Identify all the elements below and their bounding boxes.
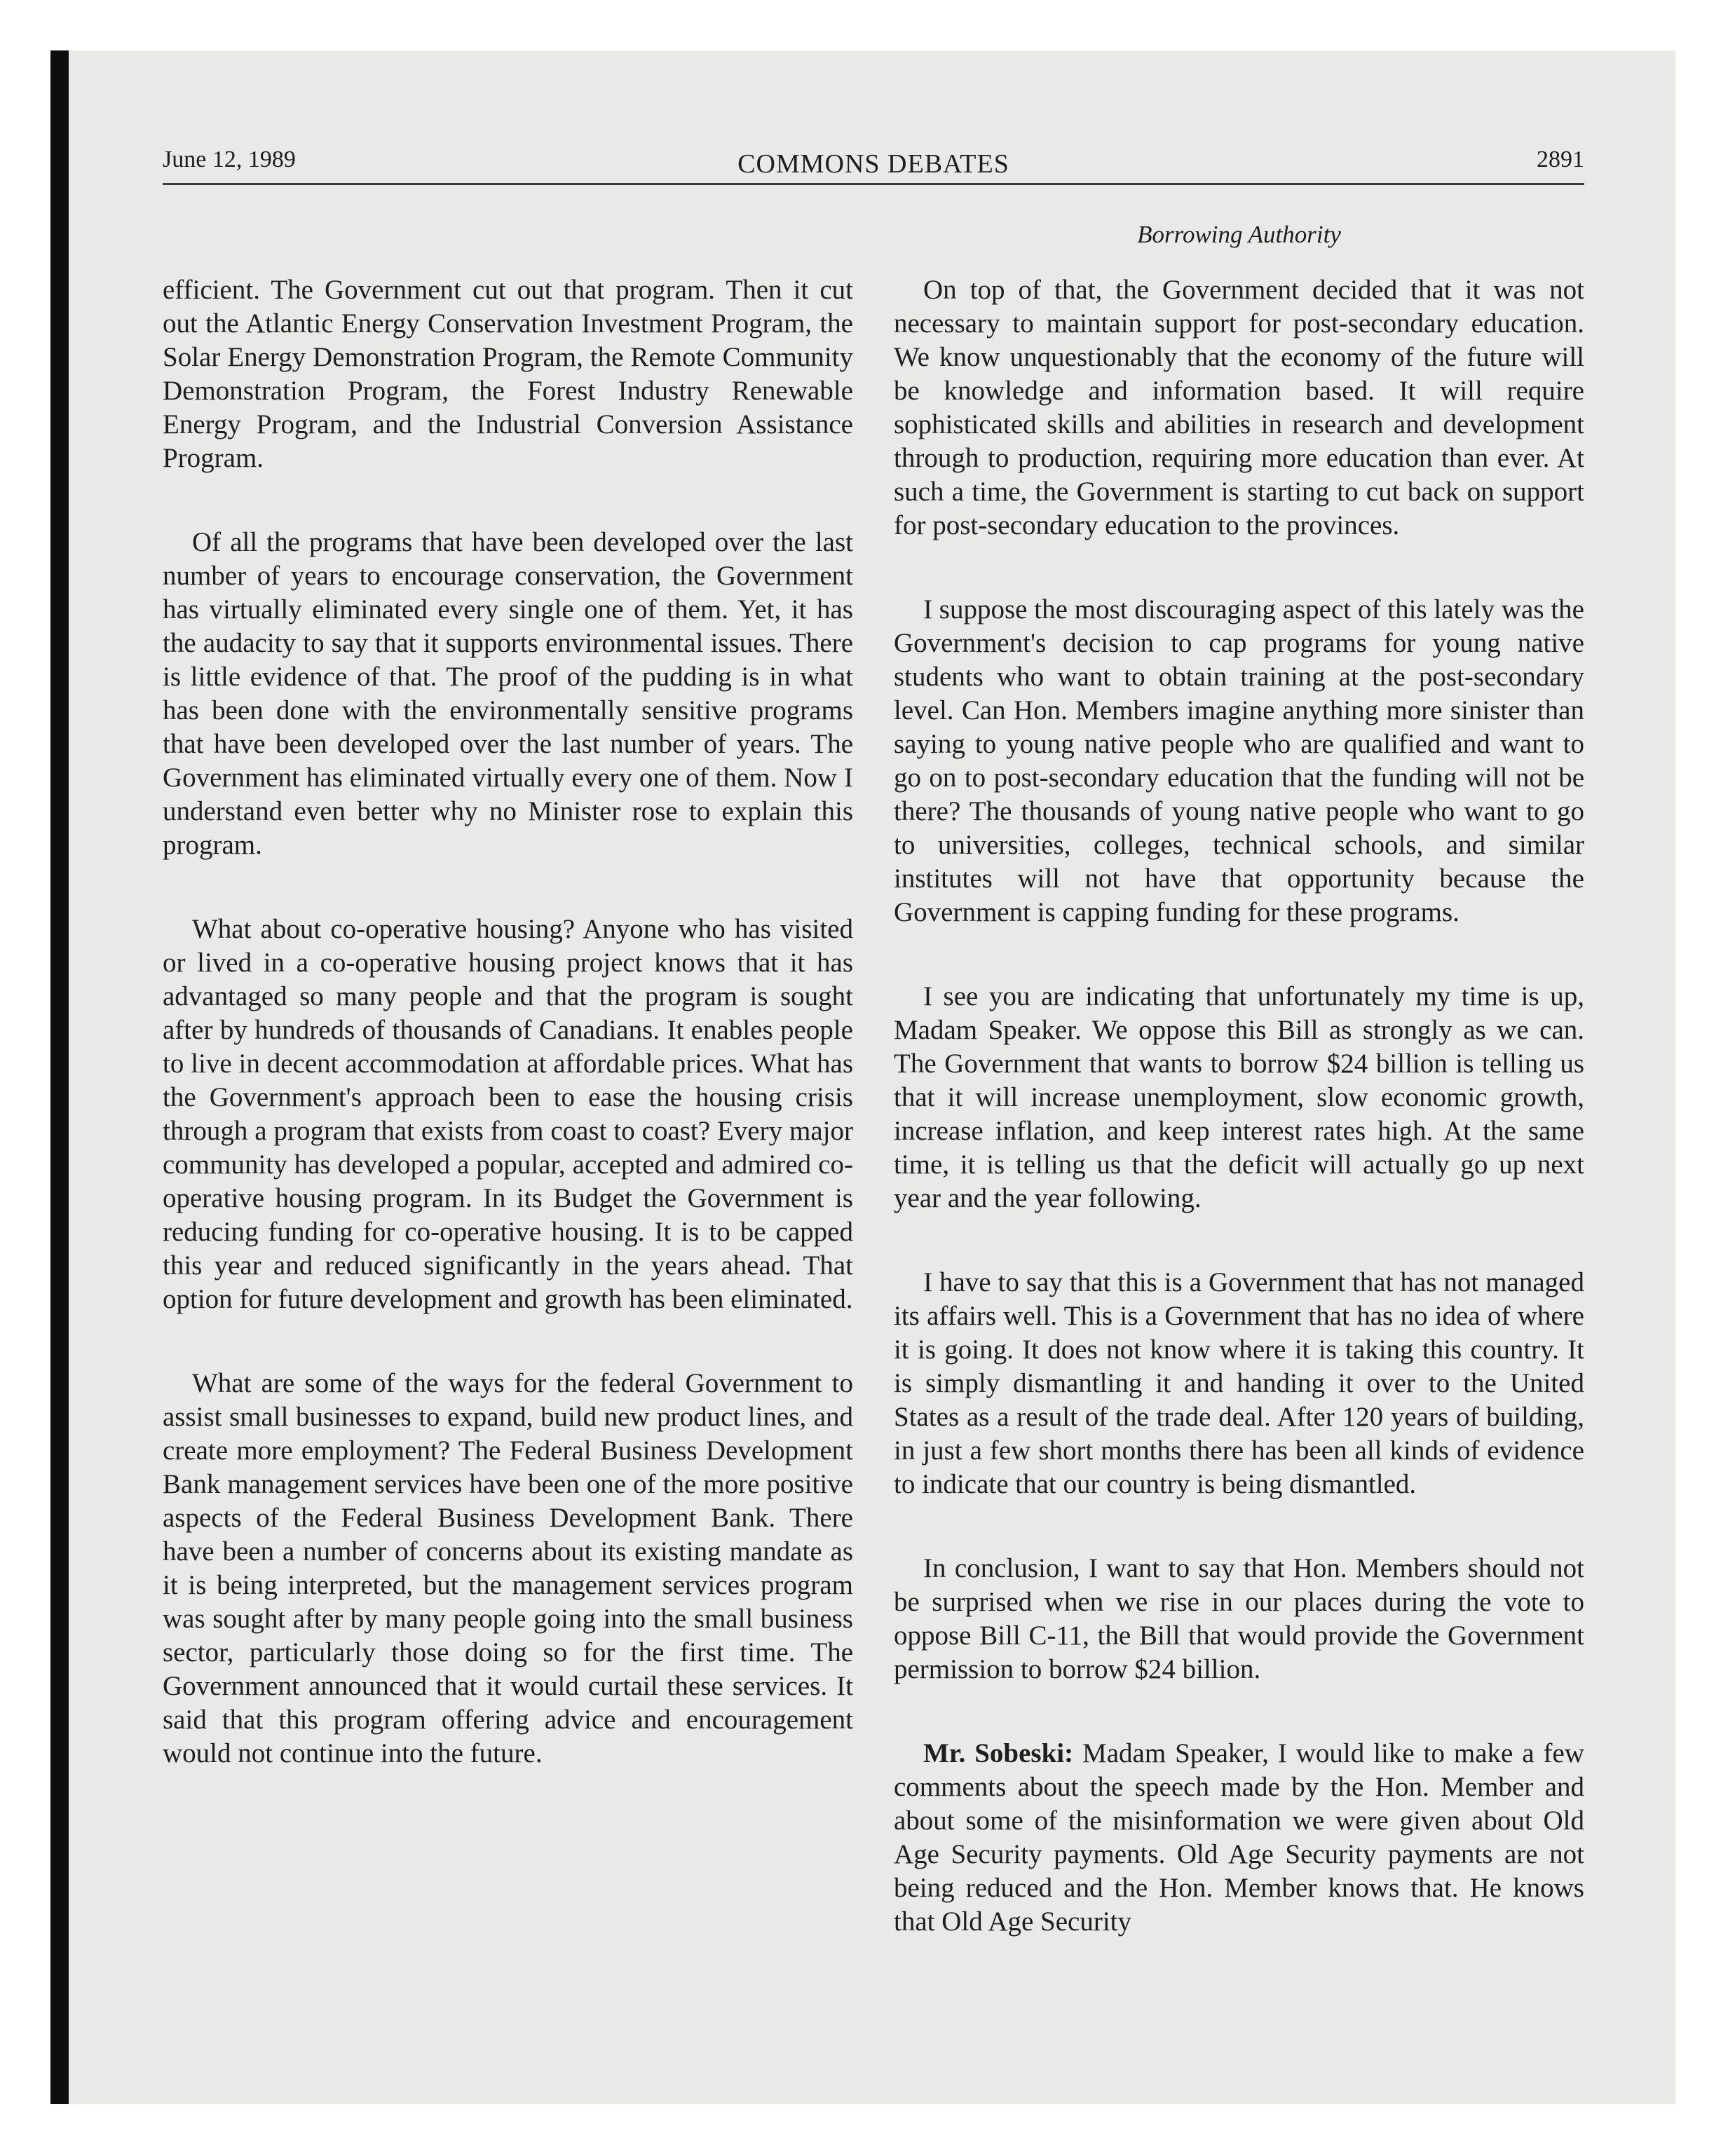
paragraph: Of all the programs that have been developed over the last number of years to encourage conservation, the Government has virtually eliminated every single one of them. Yet, it has the audacity to say that it supports environmental issues. There is little evidence of that. The proof of the pudding is in what has been done with the environmentally sensitive programs that have been developed over the last number of years. The Government has eliminated virtually every one of them. Now I understand even better why no Minister rose to explain this program. xyxy=(163,527,853,860)
left-column xyxy=(163,273,853,1821)
header-date: June 12, 1989 xyxy=(163,146,296,172)
header-publication: COMMONS DEBATES xyxy=(737,149,1009,179)
speaker-name: Mr. Sobeski: xyxy=(923,1738,1074,1768)
speech-paragraph xyxy=(894,1737,1584,1939)
running-header xyxy=(163,144,1584,185)
binding-shadow xyxy=(50,50,69,2104)
paragraph: efficient. The Government cut out that program. Then it cut out the Atlantic Energy Conservation Investment Program, the Solar Energy Demonstration Program, the Remote Community Demonstration Program, the Forest Industry Renewable Energy Program, and the Industrial Conversion Assistance Program. xyxy=(163,275,853,473)
paragraph: I suppose the most discouraging aspect of this lately was the Government's decision to cap programs for young native students who want to obtain training at the post-secondary level. Can Hon. Members imagine anything more sinister than saying to young native people who are qualified and want to go on to post-secondary education that the funding will not be there? The thousands of young native people who want to go to universities, colleges, technical schools, and similar institutes will not have that opportunity because the Government is capping funding for these programs. xyxy=(894,594,1584,927)
speech-text: Madam Speaker, I would like to make a few comments about the speech made by the Hon. Member and about some of the misinformation we were given about Old Age Security payments. Old Age Security payments are not being reduced and the Hon. Member knows that. He knows that Old Age Security xyxy=(894,1738,1584,1937)
header-page-number: 2891 xyxy=(1537,146,1584,172)
right-column xyxy=(894,273,1584,1989)
paragraph: What are some of the ways for the federal Government to assist small businesses to expand, build new product lines, and create more employment? The Federal Business Development Bank management services have been one of the more positive aspects of the Federal Business Development Bank. There have been a number of concerns about its existing mandate as it is being interpreted, but the management services program was sought after by many people going into the small business sector, particularly those doing so for the first time. The Government announced that it would curtail these services. It said that this program offering advice and encouragement would not continue into the future. xyxy=(163,1368,853,1768)
paragraph: In conclusion, I want to say that Hon. Members should not be surprised when we rise in our places during the vote to oppose Bill C-11, the Bill that would provide the Government permission to borrow $24 billion. xyxy=(894,1553,1584,1684)
section-heading: Borrowing Authority xyxy=(1137,221,1341,248)
paragraph: On top of that, the Government decided that it was not necessary to maintain support for post-secondary education. We know unquestionably that the economy of the future will be knowledge and information based. It will require sophisticated skills and abilities in research and development through to production, requiring more education than ever. At such a time, the Government is starting to cut back on support for post-secondary education to the provinces. xyxy=(894,275,1584,540)
paragraph: What about co-operative housing? Anyone who has visited or lived in a co-operative housing project knows that it has advantaged so many people and that the program is sought after by hundreds of thousands of Canadians. It enables people to live in decent accommodation at affordable prices. What has the Government's approach been to ease the housing crisis through a program that exists from coast to coast? Every major community has developed a popular, accepted and admired co-operative housing program. In its Budget the Government is reducing funding for co-operative housing. It is to be capped this year and reduced significantly in the years ahead. That option for future development and growth has been eliminated. xyxy=(163,914,853,1314)
paragraph: I have to say that this is a Government that has not managed its affairs well. This is a Government that has no idea of where it is going. It does not know where it is taking this country. It is simply dismantling it and handing it over to the United States as a result of the trade deal. After 120 years of building, in just a few short months there has been all kinds of evidence to indicate that our country is being dismantled. xyxy=(894,1267,1584,1499)
paragraph: I see you are indicating that unfortunately my time is up, Madam Speaker. We oppose this Bill as strongly as we can. The Government that wants to borrow $24 billion is telling us that it will increase unemployment, slow economic growth, increase inflation, and keep interest rates high. At the same time, it is telling us that the deficit will actually go up next year and the year following. xyxy=(894,981,1584,1213)
